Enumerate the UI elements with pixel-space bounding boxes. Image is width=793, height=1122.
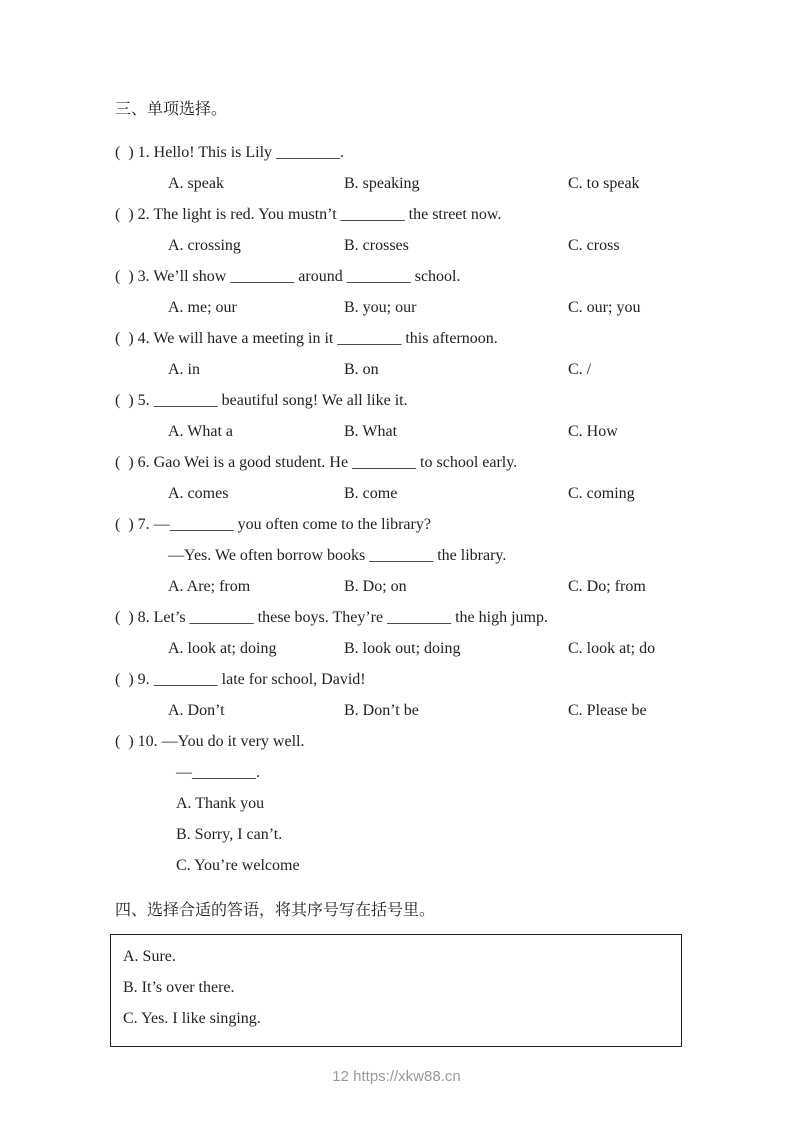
question-8 <box>115 602 693 664</box>
option-c: C. to speak <box>568 175 640 192</box>
option-c: C. look at; do <box>568 640 656 657</box>
option-a: A. speak <box>168 175 224 192</box>
question-text: ( ) 5. ________ beautiful song! We all like it. <box>115 392 408 409</box>
option-a: A. Thank you <box>176 795 265 812</box>
option-b: B. look out; doing <box>344 640 461 657</box>
question-6 <box>115 447 693 509</box>
question-text: ( ) 3. We’ll show ________ around ________ school. <box>115 268 461 285</box>
question-9 <box>115 664 693 726</box>
option-c: C. cross <box>568 237 620 254</box>
question-4 <box>115 323 693 385</box>
option-b: B. What <box>344 423 398 440</box>
option-b: B. come <box>344 485 398 502</box>
paper-content <box>115 94 693 1047</box>
option-b: B. crosses <box>344 237 409 254</box>
question-text-line2: —________. <box>176 764 260 781</box>
option-c: C. You’re welcome <box>176 857 300 874</box>
option-a: A. What a <box>168 423 234 440</box>
question-3 <box>115 261 693 323</box>
section4-title: 四、选择合适的答语，将其序号写在括号里。 <box>115 902 436 919</box>
option-b: B. you; our <box>344 299 417 316</box>
box-option-a: A. Sure. <box>123 948 176 965</box>
options-row <box>115 695 693 726</box>
question-text: ( ) 2. The light is red. You mustn’t ________ the street now. <box>115 206 502 223</box>
option-a: A. look at; doing <box>168 640 277 657</box>
option-b: B. on <box>344 361 379 378</box>
answer-options-box <box>110 934 682 1047</box>
option-a: A. comes <box>168 485 229 502</box>
question-text: ( ) 8. Let’s ________ these boys. They’re ________ the high jump. <box>115 609 548 626</box>
question-text: ( ) 9. ________ late for school, David! <box>115 671 366 688</box>
question-text: ( ) 7. —________ you often come to the library? <box>115 516 431 533</box>
option-b: B. Don’t be <box>344 702 419 719</box>
question-text: ( ) 10. —You do it very well. <box>115 733 305 750</box>
question-text: ( ) 4. We will have a meeting in it ________ this afternoon. <box>115 330 498 347</box>
question-7 <box>115 509 693 602</box>
box-option-c: C. Yes. I like singing. <box>123 1010 261 1027</box>
option-c: C. How <box>568 423 618 440</box>
options-row <box>115 168 693 199</box>
question-1 <box>115 137 693 199</box>
options-row <box>115 354 693 385</box>
options-row <box>115 292 693 323</box>
option-a: A. me; our <box>168 299 237 316</box>
option-c: C. Please be <box>568 702 647 719</box>
question-10 <box>115 726 693 881</box>
option-c: C. coming <box>568 485 635 502</box>
option-c: C. Do; from <box>568 578 646 595</box>
question-5 <box>115 385 693 447</box>
option-b: B. Do; on <box>344 578 407 595</box>
question-2 <box>115 199 693 261</box>
options-row <box>115 571 693 602</box>
question-text: ( ) 6. Gao Wei is a good student. He ________ to school early. <box>115 454 518 471</box>
option-a: A. in <box>168 361 200 378</box>
option-b: B. speaking <box>344 175 420 192</box>
page-footer: 12 https://xkw88.cn <box>332 1068 461 1085</box>
question-text-line2: —Yes. We often borrow books ________ the library. <box>168 547 507 564</box>
section3-title: 三、单项选择。 <box>115 101 228 118</box>
options-row <box>115 478 693 509</box>
option-c: C. / <box>568 361 592 378</box>
question-text: ( ) 1. Hello! This is Lily ________. <box>115 144 345 161</box>
option-a: A. crossing <box>168 237 241 254</box>
options-row <box>115 416 693 447</box>
option-c: C. our; you <box>568 299 641 316</box>
box-option-b: B. It’s over there. <box>123 979 235 996</box>
option-b: B. Sorry, I can’t. <box>176 826 283 843</box>
option-a: A. Are; from <box>168 578 251 595</box>
option-a: A. Don’t <box>168 702 225 719</box>
options-row <box>115 230 693 261</box>
options-row <box>115 633 693 664</box>
